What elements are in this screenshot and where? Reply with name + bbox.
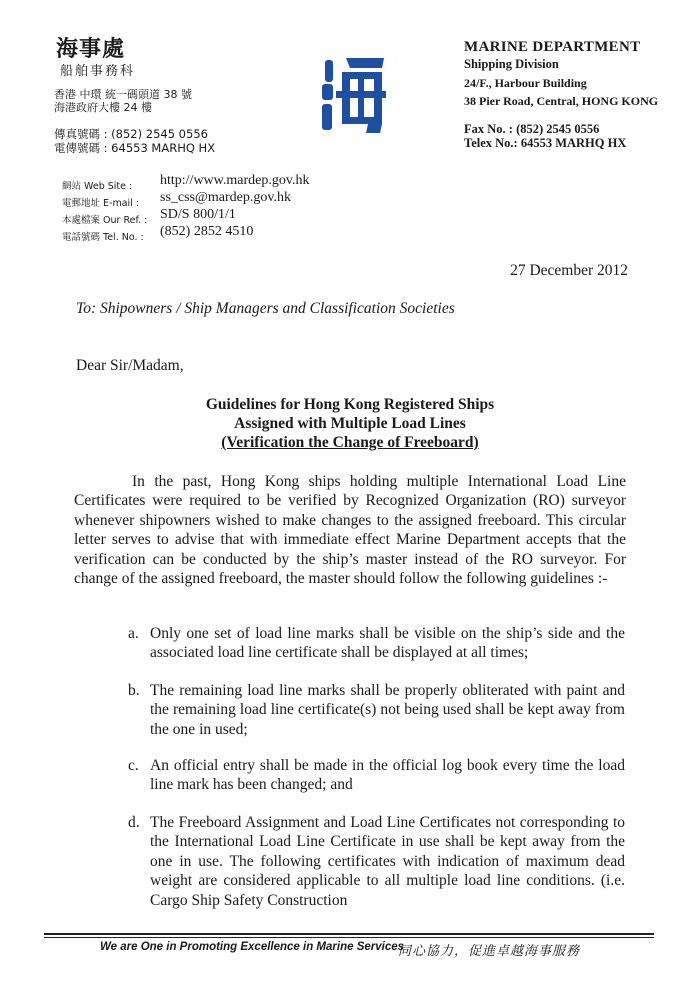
en-address-line-1: 24/F., Harbour Building (464, 76, 587, 90)
zh-address-line-1: 香港 中環 統一碼頭道 38 號 (54, 88, 192, 101)
email-value[interactable]: ss_css@mardep.gov.hk (160, 190, 291, 205)
en-address-line-2: 38 Pier Road, Central, HONG KONG (464, 94, 659, 108)
marine-department-logo (322, 56, 388, 134)
guideline-item-d (128, 813, 625, 910)
email-label: 電郵地址 E-mail : (62, 198, 140, 209)
guideline-item-a (128, 624, 625, 663)
footer-motto-en: We are One in Promoting Excellence in Marine Services (100, 941, 405, 953)
tel-no-value: (852) 2852 4510 (160, 224, 254, 239)
salutation: Dear Sir/Madam, (76, 357, 184, 374)
guideline-item-label: c. (128, 757, 139, 774)
zh-address-line-2: 海港政府大樓 24 樓 (54, 101, 152, 114)
recipients-line: To: Shipowners / Ship Managers and Classification Societies (76, 300, 455, 317)
zh-division-name: 船舶事務科 (60, 64, 136, 79)
guideline-item-b (128, 681, 625, 739)
zh-department-name: 海事處 (56, 37, 126, 62)
guideline-item-text: Only one set of load line marks shall be visible on the ship’s side and the associated load line certificate shall be displayed at all times; (150, 625, 625, 662)
en-fax-number: Fax No. : (852) 2545 0556 (464, 122, 600, 136)
intro-paragraph (74, 472, 626, 588)
subject-line-3: (Verification the Change of Freeboard) (221, 434, 479, 451)
intro-paragraph-text: In the past, Hong Kong ships holding multiple International Load Line Certificates were required to be verified by Recognized Organization (RO) surveyor whenever shipowners wished to make changes to the assigned freeboard. This circular letter serves to advise that with immediate effect Marine Department accepts that the verification can be conducted by the ship’s master instead of the RO surveyor. For change of the assigned freeboard, the master should follow the following guidelines :- (74, 473, 626, 588)
guideline-item-text: An official entry shall be made in the official log book every time the load line mark has been changed; and (150, 757, 625, 794)
guideline-item-label: a. (128, 625, 139, 642)
guideline-item-text: The remaining load line marks shall be properly obliterated with paint and the remaining load line certificate(s) not being used shall be kept away from the one in used; (150, 682, 625, 738)
web-site-value[interactable]: http://www.mardep.gov.hk (160, 173, 310, 188)
guideline-item-label: d. (128, 814, 140, 831)
letter-date: 27 December 2012 (510, 262, 628, 279)
en-department-name: MARINE DEPARTMENT (464, 39, 641, 55)
our-ref-label: 本處檔案 Our Ref. : (62, 215, 148, 226)
subject-line-1: Guidelines for Hong Kong Registered Ships (205, 396, 495, 413)
footer-rule-thick (44, 933, 654, 935)
zh-fax-number: 傳真號碼 : (852) 2545 0556 (54, 127, 208, 141)
subject-line-2: Assigned with Multiple Load Lines (234, 415, 466, 432)
footer-motto-zh: 同心協力，促進卓越海事服務 (398, 944, 581, 959)
en-telex-number: Telex No.: 64553 MARHQ HX (464, 136, 627, 150)
zh-telex-number: 電傳號碼 : 64553 MARHQ HX (54, 141, 216, 155)
guideline-item-c (128, 756, 625, 795)
footer-rule-thin (44, 937, 654, 938)
tel-no-label: 電話號碼 Tel. No. : (62, 232, 144, 243)
guideline-item-text: The Freeboard Assignment and Load Line Certificates not corresponding to the International Load Line Certificate in use shall be kept away from the one in use. The following certificates with indication of maximum dead weight are considered applicable to all multiple load line conditions. (i.e. Cargo Ship Safety Construction (150, 814, 625, 909)
marine-department-emblem-icon (322, 56, 388, 134)
web-site-label: 網站 Web Site : (62, 181, 133, 192)
guideline-item-label: b. (128, 682, 140, 699)
en-division-name: Shipping Division (464, 57, 559, 71)
our-ref-value: SD/S 800/1/1 (160, 207, 236, 222)
